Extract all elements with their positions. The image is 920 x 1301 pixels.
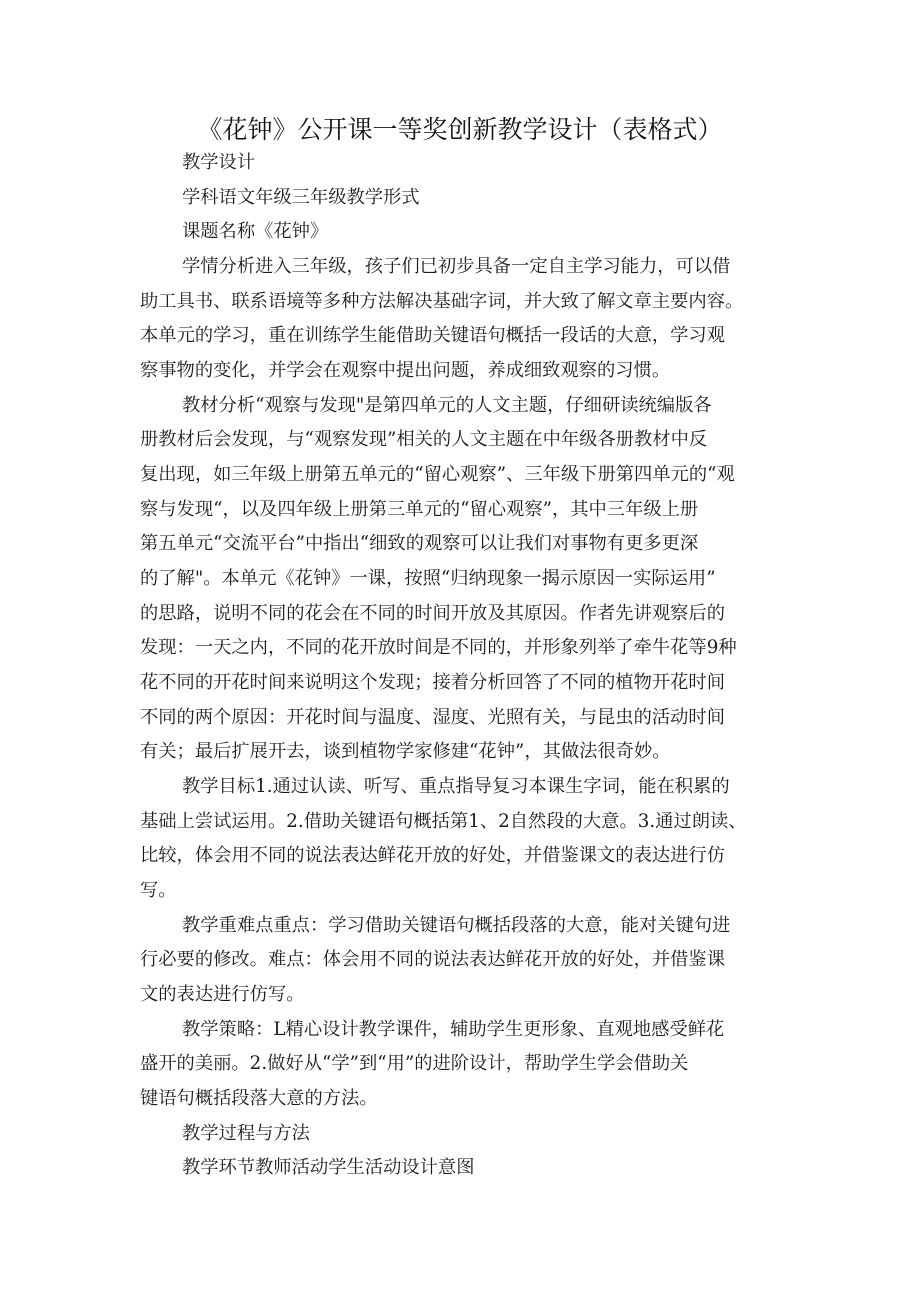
paragraph-line: 行必要的修改。难点：体会用不同的说法表达鲜花开放的好处，并借鉴课 xyxy=(140,949,725,970)
paragraph-line: 的了解"。本单元《花钟》一课，按照“归纳现象一揭示原因一实际运用” xyxy=(140,568,716,589)
paragraph-line: 写。 xyxy=(140,880,177,901)
section-heading-process: 教学过程与方法 xyxy=(182,1123,310,1144)
paragraph-line: 教学目标1.通过认读、听写、重点指导复习本课生字词，能在积累的 xyxy=(182,776,730,797)
table-header-line: 教学环节教师活动学生活动设计意图 xyxy=(182,1157,475,1178)
paragraph-line: 察与发现“，以及四年级上册第三单元的“留心观察”，其中三年级上册 xyxy=(140,499,699,520)
heading-teaching-design: 教学设计 xyxy=(182,152,256,173)
paragraph-line: 助工具书、联系语境等多种方法解决基础字词，并大致了解文章主要内容。 xyxy=(140,291,744,312)
paragraph-line: 发现：一天之内，不同的花开放时间是不同的，并形象列举了牵牛花等9种 xyxy=(140,637,737,658)
paragraph-line: 复出现，如三年级上册第五单元的“留心观察”、三年级下册第四单元的“观 xyxy=(140,464,735,485)
paragraph-line: 文的表达进行仿写。 xyxy=(140,984,305,1005)
paragraph-line: 有关；最后扩展开去，谈到植物学家修建“花钟”，其做法很奇妙。 xyxy=(140,741,671,762)
document-title: 《花钟》公开课一等奖创新教学设计（表格式） xyxy=(197,115,723,144)
paragraph-line: 不同的两个原因：开花时间与温度、湿度、光照有关，与昆虫的活动时间 xyxy=(140,707,725,728)
paragraph-line: 教学策略：L精心设计教学课件，辅助学生更形象、直观地感受鲜花 xyxy=(182,1019,725,1040)
paragraph-line: 教学重难点重点：学习借助关键语句概括段落的大意，能对关键句进 xyxy=(182,915,731,936)
paragraph-line: 盛开的美丽。2.做好从“学”到“用”的进阶设计，帮助学生学会借助关 xyxy=(140,1053,689,1074)
paragraph-line: 学情分析进入三年级，孩子们已初步具备一定自主学习能力，可以借 xyxy=(182,256,731,277)
paragraph-line: 册教材后会发现，与“观察发现”相关的人文主题在中年级各册教材中反 xyxy=(140,429,708,450)
paragraph-line: 键语句概括段落大意的方法。 xyxy=(140,1088,378,1109)
paragraph-line: 教材分析“观察与发现"是第四单元的人文主题，仔细研读统编版各 xyxy=(182,395,712,416)
paragraph-line: 的思路，说明不同的花会在不同的时间开放及其原因。作者先讲观察后的 xyxy=(140,603,725,624)
paragraph-line: 本单元的学习，重在训练学生能借助关键语句概括一段话的大意，学习观 xyxy=(140,325,725,346)
subject-grade-line: 学科语文年级三年级教学形式 xyxy=(182,187,420,208)
paragraph-line: 察事物的变化，并学会在观察中提出问题，养成细致观察的习惯。 xyxy=(140,360,671,381)
paragraph-line: 第五单元“交流平台”中指出“细致的观察可以让我们对事物有更多更深 xyxy=(140,533,699,554)
paragraph-line: 基础上尝试运用。2.借助关键语句概括第1、2自然段的大意。3.通过朗读、 xyxy=(140,811,747,832)
paragraph-line: 比较，体会用不同的说法表达鲜花开放的好处，并借鉴课文的表达进行仿 xyxy=(140,845,725,866)
paragraph-line: 花不同的开花时间来说明这个发现；接着分析回答了不同的植物开花时间 xyxy=(140,672,725,693)
lesson-name-line: 课题名称《花钟》 xyxy=(182,221,329,242)
